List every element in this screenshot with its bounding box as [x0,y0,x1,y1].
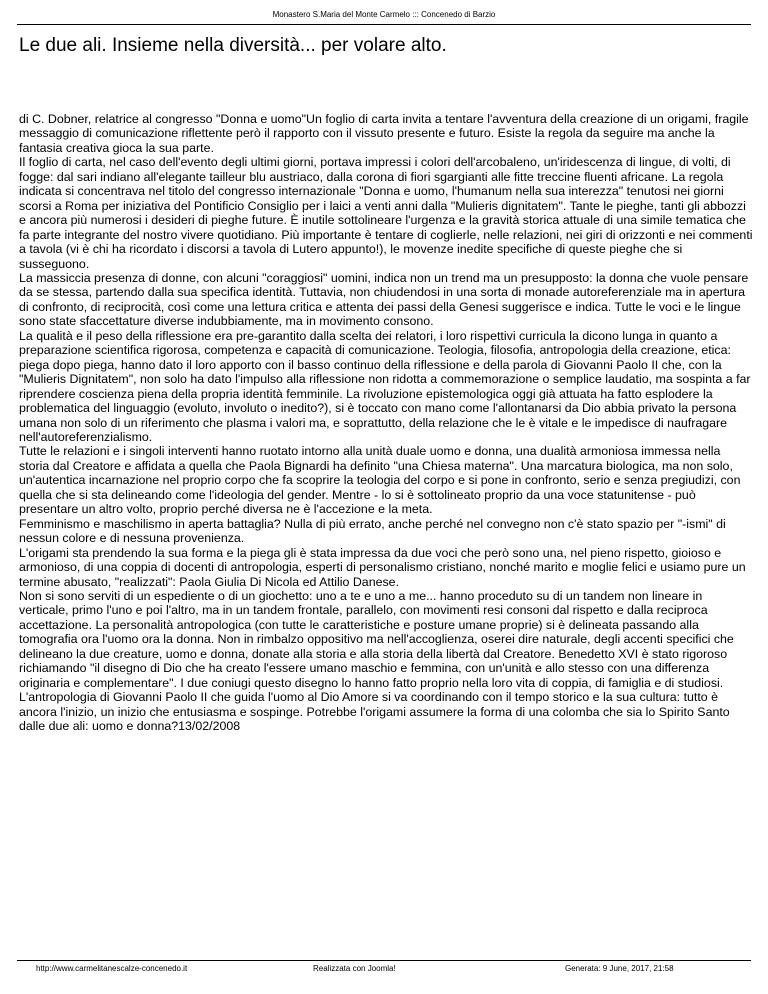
article-paragraph: La massiccia presenza di donne, con alcuni "coraggiosi" uomini, indica non un trend ma un presupposto: la donna che vuole pensare da se stessa, partendo dalla sua specifica identità. Tuttavia, non chiudendosi in una sorta di monade autoreferenziale ma in apertura di confronto, di reciprocità, così come una lettura critica e attenta dei passi della Genesi suggerisce e indica. Tutte le voci e le lingue sono state sfaccettature diverse indubbiamente, ma in movimento consono. [19,270,749,329]
article-paragraph: L'origami sta prendendo la sua forma e la piega gli è stata impressa da due voci che però sono una, nel pieno rispetto, gioioso e armonioso, di una coppia di docenti di antropologia, esperti di personalismo cristiano, nonché marito e moglie felici e usiamo pure un termine abusato, "realizzati": Paola Giulia Di Nicola ed Attilio Danese. [19,545,746,589]
header-divider [17,24,751,25]
article-paragraph: La qualità e il peso della riflessione era pre-garantito dalla scelta dei relatori, i loro rispettivi curricula la dicono lunga in quanto a preparazione scientifica rigorosa, competenza e capacità di comunicazione. Teologia, filosofia, antropologia della creazione, etica: piega dopo piega, hanno dato il loro apporto con il basso continuo della riflessione e della parola di Giovanni Paolo II che, con la "Mulieris Dignitatem", non solo ha dato l'impulso alla riflessione non ridotta a commemorazione o semplice laudatio, ma sospinta a far riprendere coscienza piena della propria identità femminile. La rivoluzione epistemologica oggi già attuata ha fatto esplodere la problematica del linguaggio (evoluto, involuto o inedito?), si è toccato con mano come l'allontanarsi da Dio abbia privato la persona umana non solo di un riferimento che plasma i valori ma, e soprattutto, della relazione che le è vitale e le impedisce di naufragare nell'autoreferenzialismo. [19,328,751,444]
footer-generated-date: Generata: 9 June, 2017, 21:58 [565,964,674,973]
article-body [19,112,754,733]
footer-powered-by: Realizzata con Joomla! [313,964,396,973]
article-paragraph: di C. Dobner, relatrice al congresso "Donna e uomo"Un foglio di carta invita a tentare l'avventura della creazione di un origami, fragile messaggio di comunicazione riflettente però il rapporto con il vissuto presente e futuro. Esiste la regola da seguire ma anche la fantasia creativa gioca la sua parte. [19,112,749,155]
footer-divider [17,960,751,961]
article-paragraph: L'antropologia di Giovanni Paolo II che guida l'uomo al Dio Amore si va coordinando con il tempo storico e la sua cultura: tutto è ancora l'inizio, un inizio che entusiasma e sospinge. Potrebbe l'origami assumere la forma di una colomba che sia lo Spirito Santo dalle due ali: uomo e donna?13/02/2008 [19,690,730,734]
footer-site-url: http://www.carmelitanescalze-concenedo.it [36,964,188,973]
article-paragraph: Femminismo e maschilismo in aperta battaglia? Nulla di più errato, anche perché nel convegno non c'è stato spazio per "-ismi" di nessun colore e di nessuna provenienza. [19,516,726,546]
article-paragraph: Il foglio di carta, nel caso dell'evento degli ultimi giorni, portava impressi i colori dell'arcobaleno, un'iridescenza di lingue, di volti, di fogge: dal sari indiano all'elegante tailleur blu austriaco, dalla corona di fiori sgargianti alle fitte treccine fluenti africane. La regola indicata si concentrava nel titolo del congresso internazionale "Donna e uomo, l'humanum nella sua interezza" tenutosi nei giorni scorsi a Roma per iniziativa del Pontificio Consiglio per i laici a venti anni dalla "Mulieris dignitatem". Tante le pieghe, tanti gli abbozzi e ancora più numerosi i desideri di pieghe future. È inutile sottolineare l'urgenza e la gravità storica attuale di una simile tematica che fa parte integrante del nostro vivere quotidiano. Più importante è tentare di coglierle, nelle relazioni, nei giri di orizzonti e nei commenti a tavola (vi è chi ha ricordato i discorsi a tavola di Lutero appunto!), le movenze inedite specifiche di queste pieghe che si susseguono. [19,155,753,271]
site-name-header: Monastero S.Maria del Monte Carmelo ::: Concenedo di Barzio [272,10,496,19]
article-paragraph: Tutte le relazioni e i singoli interventi hanno ruotato intorno alla unità duale uomo e donna, una dualità armoniosa immessa nella storia dal Creatore e affidata a quella che Paola Bignardi ha definito "una Chiesa materna". Una marcatura biologica, ma non solo, un'autentica incarnazione nel proprio corpo che fa scoprire la teologia del corpo e si pone in confronto, serio e senza pregiudizi, con quella che si sta delineando come l'ideologia del gender. Mentre - lo si è sottolineato proprio da una voce statunitense - può presentare un altro volto, proprio perché diversa ne è l'accezione e la meta. [19,444,741,517]
article-title: Le due ali. Insieme nella diversità... per volare alto. [19,35,447,56]
article-paragraph: Non si sono serviti di un espediente o di un giochetto: uno a te e uno a me... hanno proceduto su di un tandem non lineare in verticale, primo l'uno e poi l'altro, ma in un tandem frontale, parallelo, con movimenti resi consoni dal rispetto e dalla reciproca accettazione. La personalità antropologica (con tutte le caratteristiche e posture umane proprie) si è delineata passando alla tomografia ora l'uomo ora la donna. Non in rimbalzo oppositivo ma nell'accoglienza, oserei dire naturale, degli accenti specifici che delineano la due creature, uomo e donna, donate alla storia e alla storia della libertà dal Creatore. Benedetto XVI è stato rigoroso richiamando "il disegno di Dio che ha creato l'essere umano maschio e femmina, con un'unità e allo stesso con una differenza originaria e complementare". I due coniugi questo disegno lo hanno fatto proprio nella loro vita di coppia, di famiglia e di studiosi. [19,588,734,690]
